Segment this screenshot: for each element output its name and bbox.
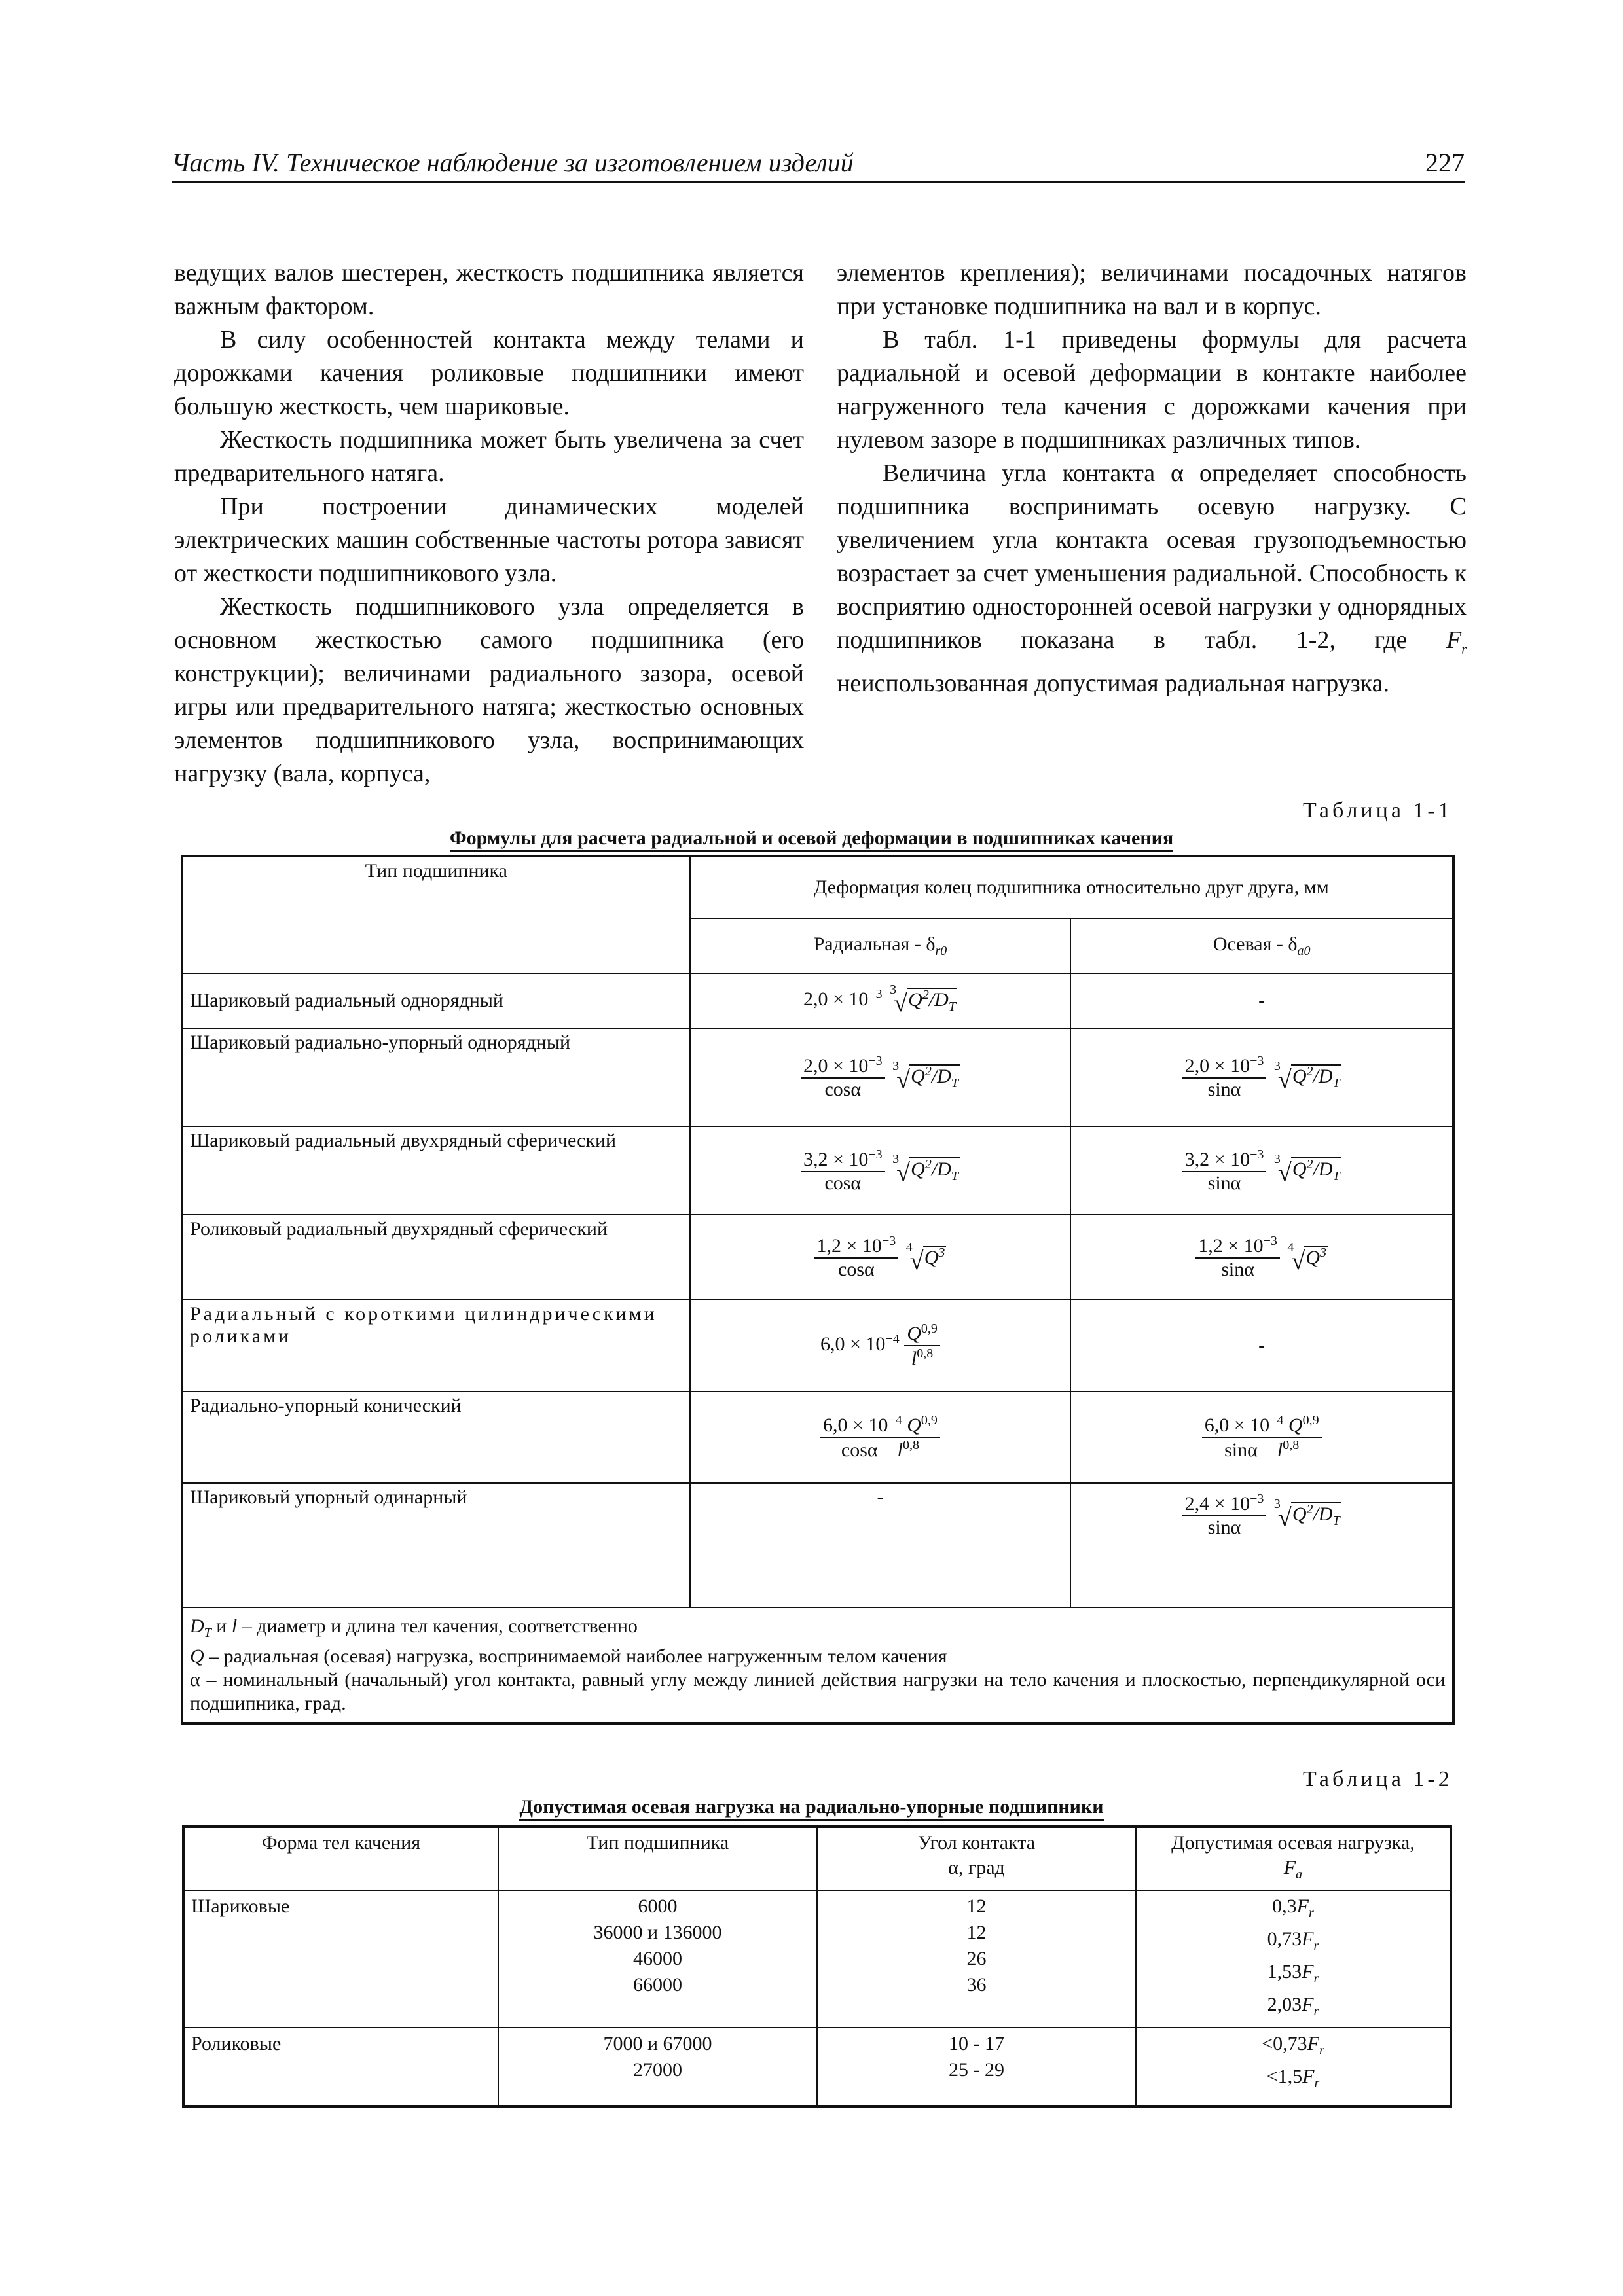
type-cell: 6000 36000 и 136000 46000 66000 <box>498 1890 817 2028</box>
formula-axial: $\frac{2,4 \times 10^{-3}}{\sin\alpha}$ 3 √ $Q^2/D_T$ <box>1070 1483 1453 1607</box>
header-load: Допустимая осевая нагрузка, $F_a$ <box>1136 1827 1451 1890</box>
bearing-type: Шариковый радиально-упорный однорядный <box>182 1028 690 1126</box>
text: Величина угла контакта α определяет способность подшипника воспринимать осевую нагрузку. С увеличением угла контакта осевая грузоподъемностью возрастает за счет уменьшения радиальной. Способность к восприятию односторонней осевой нагрузки у однорядных подшипников показана в табл. 1-2, где <box>837 459 1467 654</box>
paragraph: Жесткость подшипника может быть увеличена за счет предварительного натяга. <box>174 426 804 487</box>
formula-radial: $\frac{6,0 \times 10^{-4} Q^{0,9}}{\cos\alpha l^{0,8}}$ <box>690 1391 1071 1483</box>
bearing-type: Шариковый радиальный однорядный <box>182 973 690 1028</box>
bearing-type: Радиально-упорный конический <box>182 1391 690 1483</box>
formula-axial: $\frac{2,0 \times 10^{-3}}{\sin\alpha}$ 3 √ $Q^2/D_T$ <box>1070 1028 1453 1126</box>
header-type: Тип подшипника <box>498 1827 817 1890</box>
header-type: Тип подшипника <box>182 856 690 973</box>
header-angle: Угол контакта α, град <box>817 1827 1136 1890</box>
formula-radial: $6,0 \times 10^{-4}$ $\frac{Q^{0,9}}{l^{0,8}}$ <box>690 1300 1071 1391</box>
load-cell: $<0,73F_r$ $<1,5F_r$ <box>1136 2028 1451 2106</box>
angle-cell: 12 12 26 36 <box>817 1890 1136 2028</box>
form-cell: Шариковые <box>183 1890 498 2028</box>
formula-axial: $\frac{3,2 \times 10^{-3}}{\sin\alpha}$ 3 √ $Q^2/D_T$ <box>1070 1126 1453 1215</box>
header-axial: Осевая - $\delta_{a0}$ <box>1070 918 1453 973</box>
formula-axial: $\frac{6,0 \times 10^{-4} Q^{0,9}}{\sin\alpha l^{0,8}}$ <box>1070 1391 1453 1483</box>
table-label: Таблица 1-1 <box>1303 798 1453 823</box>
formula-axial: - <box>1070 1300 1453 1391</box>
paragraph: элементов крепления); величинами посадочных натягов при установке подшипника на вал и в корпус. <box>837 259 1467 320</box>
formula-radial: $\frac{3,2 \times 10^{-3}}{\cos\alpha}$ 3 √ $Q^2/D_T$ <box>690 1126 1071 1215</box>
deformation-table <box>181 855 1455 1725</box>
header-form: Форма тел качения <box>183 1827 498 1890</box>
formula-axial: - <box>1070 973 1453 1028</box>
formula-axial: $\frac{1,2 \times 10^{-3}}{\sin\alpha}$ 4 √ $Q^3$ <box>1070 1215 1453 1300</box>
angle-cell: 10 - 17 25 - 29 <box>817 2028 1136 2106</box>
header-deformation: Деформация колец подшипника относительно друг друга, мм <box>690 856 1453 918</box>
paragraph: Жесткость подшипникового узла определяется в основном жесткостью самого подшипника (его конструкции); величинами радиального зазора, осевой игры или предварительного натяга; жесткостью основных элементов подшипникового узла, воспринимающих нагрузку (вала, корпуса, <box>174 593 804 787</box>
table-notes <box>182 1607 1453 1723</box>
formula-radial: $\frac{1,2 \times 10^{-3}}{\cos\alpha}$ 4 √ $Q^3$ <box>690 1215 1071 1300</box>
type-cell: 7000 и 67000 27000 <box>498 2028 817 2106</box>
formula-radial: - <box>690 1483 1071 1607</box>
axial-load-table <box>182 1825 1452 2108</box>
bearing-type: Шариковый упорный одинарный <box>182 1483 690 1607</box>
paragraph <box>837 457 1467 700</box>
note: α – номинальный (начальный) угол контакта, равный углу между линией действия нагрузки на тело качения и плоскостью, перпендикулярной оси подшипника, град. <box>190 1669 1446 1714</box>
paragraph: При построении динамических моделей электрических машин собственные частоты ротора зависят от жесткости подшипникового узла. <box>174 493 804 587</box>
text: неиспользованная допустимая радиальная нагрузка. <box>837 669 1390 697</box>
header-title: Часть IV. Техническое наблюдение за изготовлением изделий <box>172 148 854 177</box>
paragraph: В силу особенностей контакта между телами и дорожками качения роликовые подшипники имеют большую жесткость, чем шариковые. <box>174 326 804 420</box>
note: Q – радиальная (осевая) нагрузка, воспринимаемой наиболее нагруженным телом качения <box>190 1645 947 1667</box>
note: $D_T$ и l – диаметр и длина тел качения, соответственно <box>190 1615 638 1640</box>
symbol: $F_r$ <box>1446 626 1467 657</box>
load-cell: $0,3F_r$ $0,73F_r$ $1,53F_r$ $2,03F_r$ <box>1136 1890 1451 2028</box>
page-number: 227 <box>1425 148 1465 177</box>
formula-radial: $\frac{2,0 \times 10^{-3}}{\cos\alpha}$ 3 √ $Q^2/D_T$ <box>690 1028 1071 1126</box>
left-column <box>174 257 804 791</box>
paragraph: ведущих валов шестерен, жесткость подшипника является важным фактором. <box>174 259 804 320</box>
running-header <box>172 144 1465 183</box>
header-radial: Радиальная - $\delta_{r0}$ <box>690 918 1071 973</box>
form-cell: Роликовые <box>183 2028 498 2106</box>
bearing-type: Роликовый радиальный двухрядный сферический <box>182 1215 690 1300</box>
bearing-type: Шариковый радиальный двухрядный сферический <box>182 1126 690 1215</box>
formula-radial: $2,0 \times 10^{-3}$ 3 √ $Q^2/D_T$ <box>690 973 1071 1028</box>
paragraph: В табл. 1-1 приведены формулы для расчета радиальной и осевой деформации в контакте наиболее нагруженного тела качения с дорожками качения при нулевом зазоре в подшипниках различных типов. <box>837 326 1467 454</box>
right-column <box>837 257 1467 700</box>
table-label: Таблица 1-2 <box>1303 1767 1453 1791</box>
bearing-type: Радиальный с короткими цилиндрическими роликами <box>182 1300 690 1391</box>
table-caption: Допустимая осевая нагрузка на радиально-упорные подшипники <box>0 1796 1623 1818</box>
table-caption: Формулы для расчета радиальной и осевой деформации в подшипниках качения <box>0 827 1623 850</box>
